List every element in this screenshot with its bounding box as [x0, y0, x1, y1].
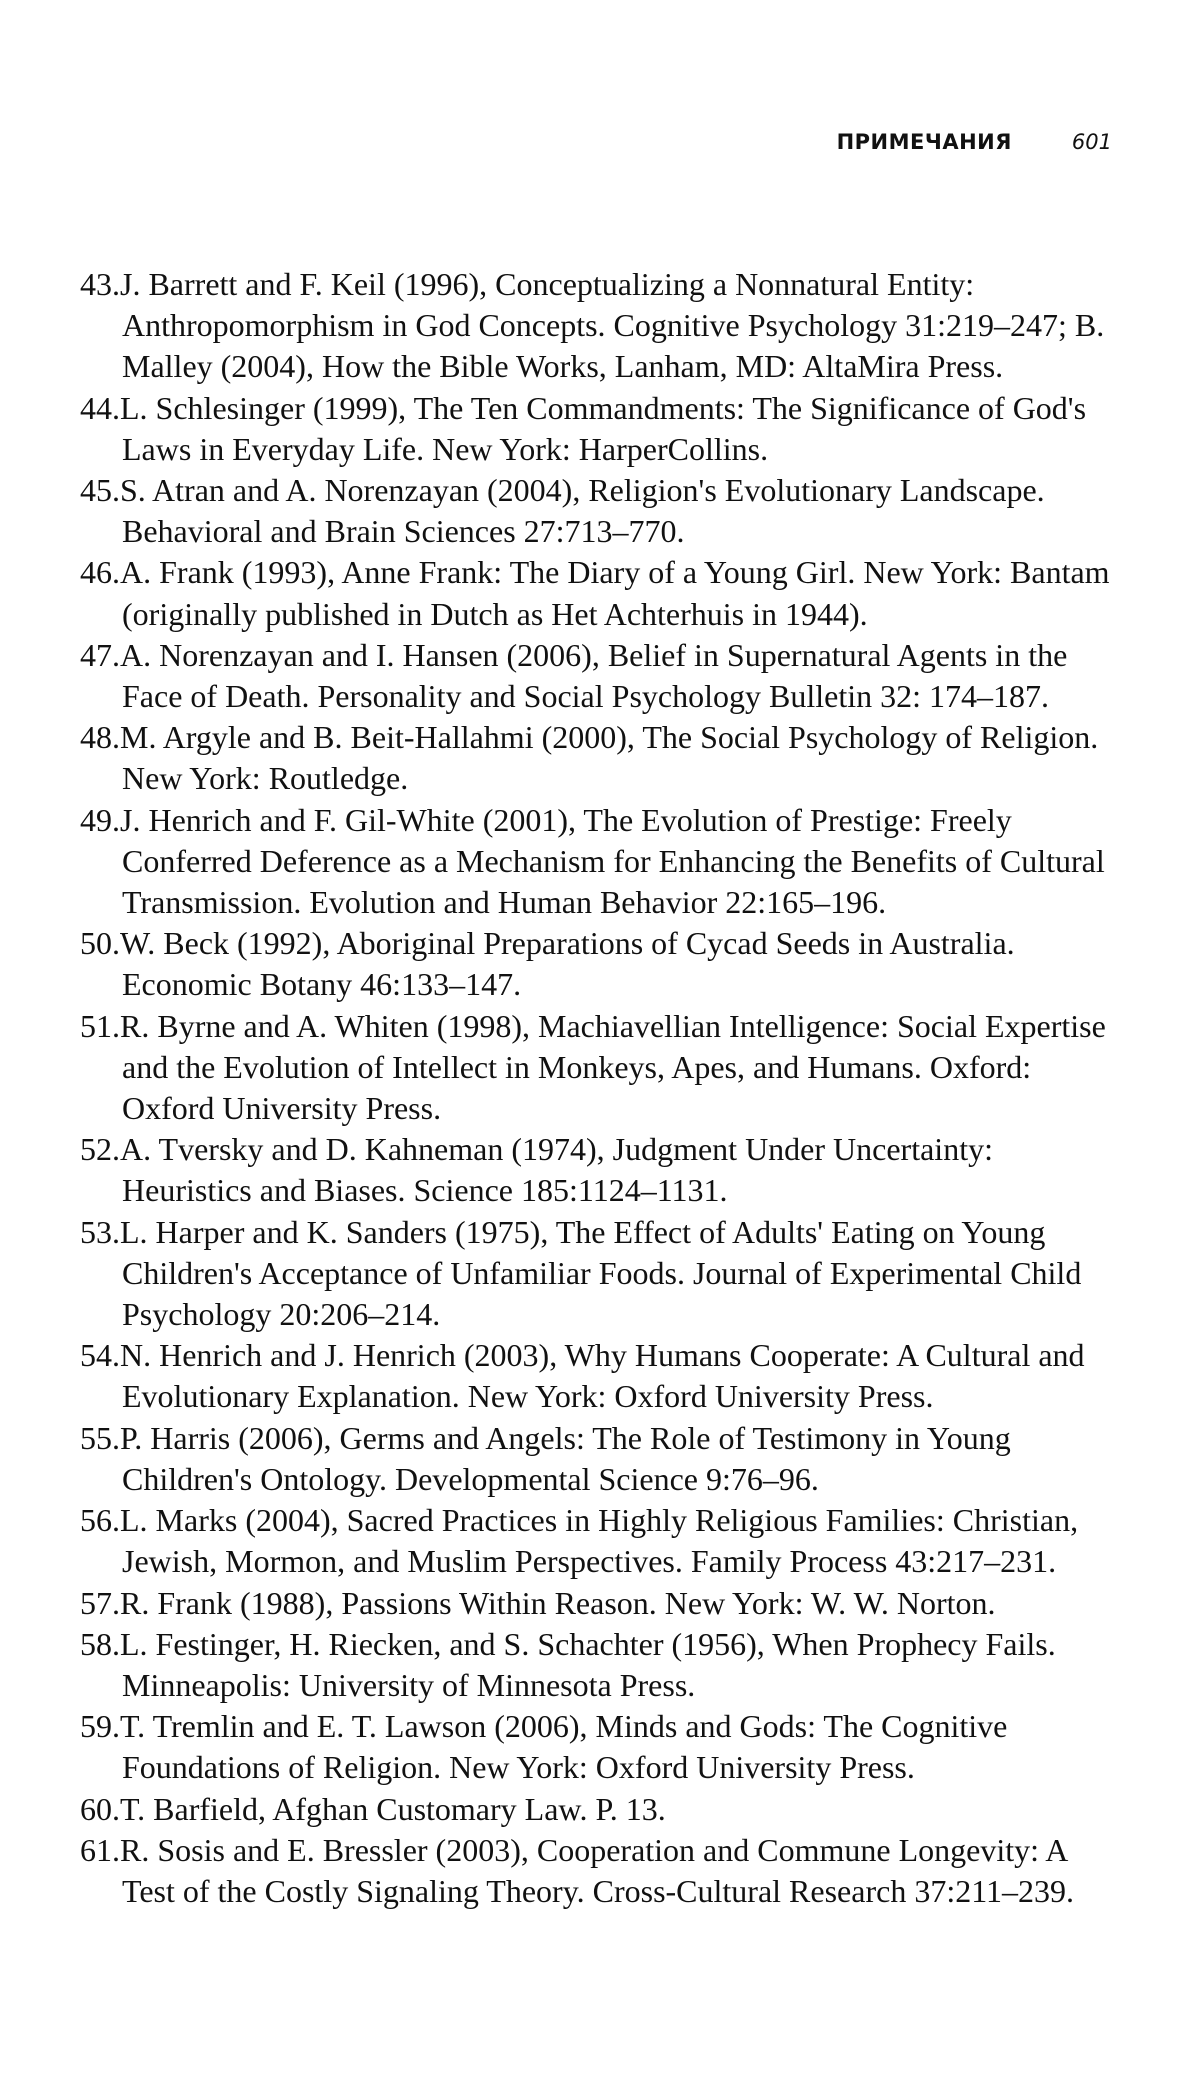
note-number: 51. — [80, 1007, 120, 1044]
note-text: R. Byrne and A. Whiten (1998), Machiavellian Intelligence: Social Expertise and the Evolution of Intellect in Monkeys, Apes, and Humans. Oxford: Oxford University Press. — [120, 1007, 1106, 1127]
note-number: 46. — [80, 554, 120, 591]
note-text: L. Marks (2004), Sacred Practices in Highly Religious Families: Christian, Jewish, Mormon, and Muslim Perspectives. Family Process 43:217–231. — [120, 1502, 1079, 1580]
note-item — [80, 1830, 1115, 1912]
note-item — [80, 1706, 1115, 1788]
note-number: 49. — [80, 801, 120, 838]
note-item — [80, 1624, 1115, 1706]
running-head — [837, 130, 1112, 154]
note-text: L. Festinger, H. Riecken, and S. Schachter (1956), When Prophecy Fails. Minneapolis: University of Minnesota Press. — [120, 1625, 1056, 1703]
note-number: 57. — [80, 1584, 120, 1621]
note-number: 61. — [80, 1831, 120, 1868]
note-text: T. Tremlin and E. T. Lawson (2006), Minds and Gods: The Cognitive Foundations of Religion. New York: Oxford University Press. — [120, 1708, 1008, 1786]
note-item — [80, 470, 1115, 552]
note-item — [80, 1789, 1115, 1830]
note-text: A. Norenzayan and I. Hansen (2006), Belief in Supernatural Agents in the Face of Death. Personality and Social Psychology Bulletin 32: 174–187. — [120, 636, 1068, 715]
section-title: ПРИМЕЧАНИЯ — [836, 130, 1012, 154]
note-text: M. Argyle and B. Beit-Hallahmi (2000), The Social Psychology of Religion. New York: Routledge. — [120, 719, 1099, 797]
note-item — [80, 717, 1115, 799]
note-number: 43. — [80, 266, 120, 302]
note-number: 56. — [80, 1502, 120, 1539]
note-number: 53. — [80, 1213, 120, 1250]
note-item — [80, 635, 1115, 717]
note-item — [80, 1583, 1115, 1624]
note-text: T. Barfield, Afghan Customary Law. P. 13. — [120, 1790, 666, 1827]
note-item — [80, 552, 1115, 634]
note-number: 58. — [80, 1625, 120, 1662]
note-text: L. Harper and K. Sanders (1975), The Effect of Adults' Eating on Young Children's Acceptance of Unfamiliar Foods. Journal of Experimental Child Psychology 20:206–214. — [120, 1213, 1082, 1333]
note-number: 55. — [80, 1419, 120, 1456]
note-text: A. Tversky and D. Kahneman (1974), Judgment Under Uncertainty: Heuristics and Biases. Science 185:1124–1131. — [120, 1131, 993, 1209]
note-item — [80, 1212, 1115, 1336]
note-item — [80, 1500, 1115, 1582]
note-number: 54. — [80, 1337, 120, 1374]
note-item — [80, 1418, 1115, 1500]
note-text: N. Henrich and J. Henrich (2003), Why Humans Cooperate: A Cultural and Evolutionary Explanation. New York: Oxford University Press. — [120, 1337, 1085, 1415]
note-text: R. Frank (1988), Passions Within Reason. New York: W. W. Norton. — [120, 1584, 996, 1621]
note-text: L. Schlesinger (1999), The Ten Commandments: The Significance of God's Laws in Everyday Life. New York: HarperCollins. — [120, 389, 1087, 467]
note-number: 59. — [80, 1708, 120, 1745]
note-text: R. Sosis and E. Bressler (2003), Cooperation and Commune Longevity: A Test of the Costly Signaling Theory. Cross-Cultural Research 37:211–239. — [120, 1831, 1075, 1909]
note-number: 48. — [80, 719, 120, 756]
note-number: 47. — [80, 636, 120, 673]
notes-list — [80, 264, 1115, 1912]
note-text: A. Frank (1993), Anne Frank: The Diary of a Young Girl. New York: Bantam (originally published in Dutch as Het Achterhuis in 1944). — [120, 554, 1110, 632]
note-item — [80, 388, 1115, 470]
note-number: 52. — [80, 1131, 120, 1168]
note-text: W. Beck (1992), Aboriginal Preparations of Cycad Seeds in Australia. Economic Botany 46:133–147. — [120, 925, 1015, 1003]
note-item — [80, 1129, 1115, 1211]
note-number: 50. — [80, 925, 120, 962]
note-number: 60. — [80, 1790, 120, 1827]
note-item — [80, 923, 1115, 1005]
note-item — [80, 1335, 1115, 1417]
note-item — [80, 264, 1115, 388]
note-number: 44. — [80, 389, 120, 426]
note-text: P. Harris (2006), Germs and Angels: The Role of Testimony in Young Children's Ontology. Developmental Science 9:76–96. — [120, 1419, 1011, 1497]
note-item — [80, 1006, 1115, 1130]
note-text: S. Atran and A. Norenzayan (2004), Religion's Evolutionary Landscape. Behavioral and Brain Sciences 27:713–770. — [120, 472, 1045, 550]
note-number: 45. — [80, 472, 120, 509]
note-text: J. Henrich and F. Gil-White (2001), The Evolution of Prestige: Freely Conferred Deference as a Mechanism for Enhancing the Benefits of Cultural Transmission. Evolution and Human Behavior 22:165–196. — [120, 801, 1105, 921]
note-item — [80, 800, 1115, 924]
note-text: J. Barrett and F. Keil (1996), Conceptualizing a Nonnatural Entity: Anthropomorphism in God Concepts. Cognitive Psychology 31:219–247; B. Malley (2004), How the Bible Works, Lanham, MD: AltaMira Press. — [120, 266, 1105, 385]
page-number: 601 — [1071, 130, 1112, 154]
